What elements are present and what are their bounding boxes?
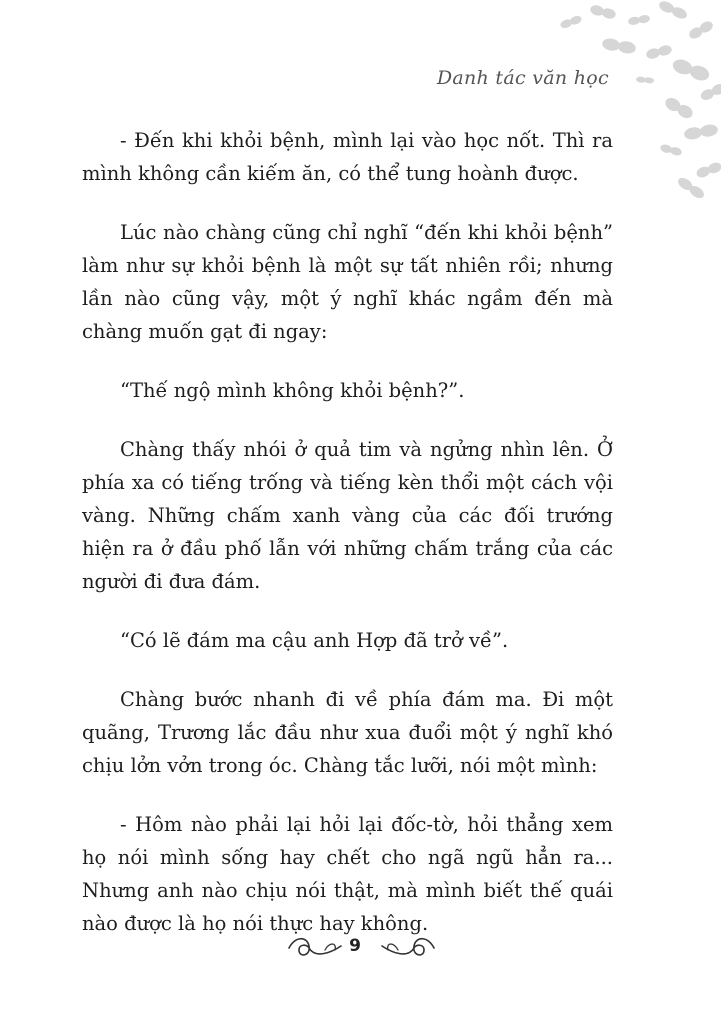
page-number: 9 bbox=[349, 936, 361, 956]
paragraph: - Hôm nào phải lại hỏi lại đốc-tờ, hỏi thẳng xem họ nói mình sống hay chết cho ngã ngũ hẳn ra... Nhưng anh nào chịu nói thật, mà mình biết thế quái nào được là họ nói thực hay không. bbox=[82, 813, 613, 935]
flourish-right-icon bbox=[378, 932, 438, 962]
paragraph: - Đến khi khỏi bệnh, mình lại vào học nốt. Thì ra mình không cần kiếm ăn, có thể tung hoành được. bbox=[82, 129, 613, 185]
paragraph: Lúc nào chàng cũng chỉ nghĩ “đến khi khỏi bệnh” làm như sự khỏi bệnh là một sự tất nhiên rồi; nhưng lần nào cũng vậy, một ý nghĩ khác ngầm đến mà chàng muốn gạt đi ngay: bbox=[82, 221, 613, 343]
body-text bbox=[82, 124, 613, 940]
paragraph: “Có lẽ đám ma cậu anh Hợp đã trở về”. bbox=[120, 629, 509, 652]
paragraph: Chàng thấy nhói ở quả tim và ngửng nhìn lên. Ở phía xa có tiếng trống và tiếng kèn thổi một cách vội vàng. Những chấm xanh vàng của các đối trướng hiện ra ở đầu phố lẫn với những chấm trắng của các người đi đưa đám. bbox=[82, 438, 613, 593]
page-footer bbox=[0, 930, 721, 970]
flourish-left-icon bbox=[285, 932, 345, 962]
paragraph: “Thế ngộ mình không khỏi bệnh?”. bbox=[120, 379, 465, 402]
paragraph: Chàng bước nhanh đi về phía đám ma. Đi một quãng, Trương lắc đầu như xua đuổi một ý nghĩ khó chịu lởn vởn trong óc. Chàng tắc lưỡi, nói một mình: bbox=[82, 688, 613, 777]
running-header-title: Danh tác văn học bbox=[436, 67, 609, 89]
